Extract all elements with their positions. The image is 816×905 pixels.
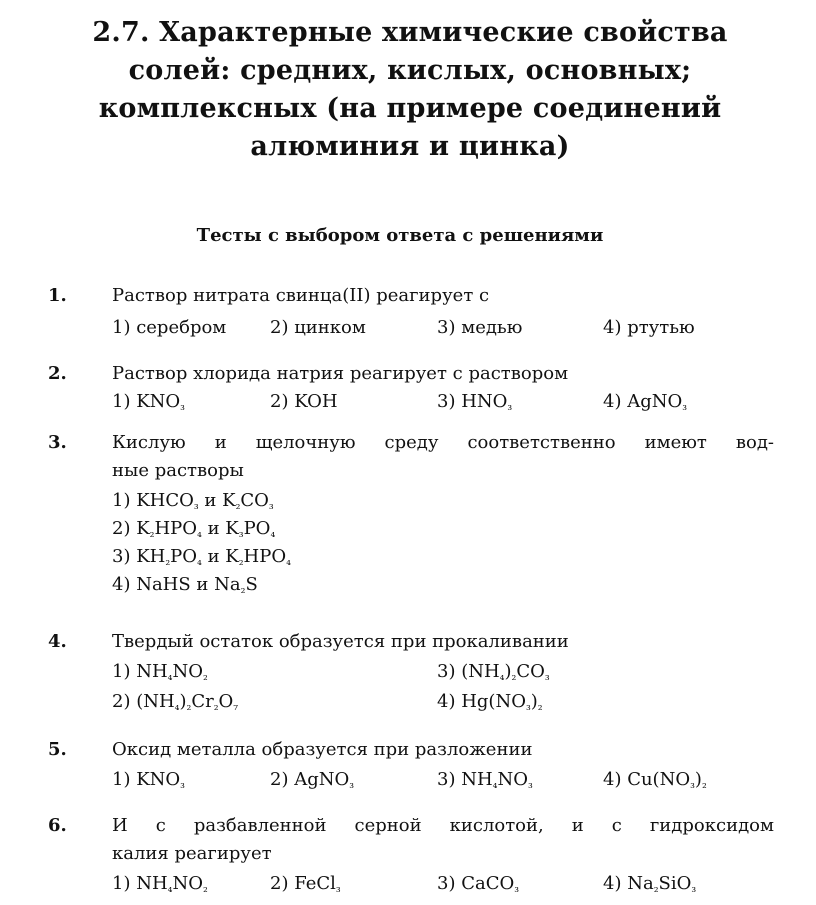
title-line: солей: средних, кислых, основных; — [128, 55, 692, 86]
answer-option: 2) цинком — [270, 317, 366, 338]
question-number: 3. — [48, 432, 67, 453]
answer-option: 4) AgNO$_{_3}$ — [603, 391, 688, 413]
section-title — [60, 14, 760, 166]
title-line: алюминия и цинка) — [250, 131, 570, 162]
answer-option: 3) медью — [437, 317, 523, 338]
answer-option: 2) $K_{_2}HPO_{_4}$ и $K_{_3}PO_{_4}$ — [112, 518, 276, 540]
answer-option: 3) CaCO$_{_3}$ — [437, 873, 520, 895]
answer-option: 1) $NH_{_4}NO_{_2}$ — [112, 873, 208, 895]
question-text: И с разбавленной серной кислотой, и с гидроксидом — [112, 815, 774, 836]
subtitle: Тесты с выбором ответа с решениями — [196, 225, 604, 246]
answer-option: 1) $KHCO_{_3}$ и $K_{_2}CO_{_3}$ — [112, 490, 274, 512]
answer-option: 3) $(NH_{_4})_{_2}CO_{_3}$ — [437, 661, 550, 683]
answer-option: 1) $NH_{_4}NO_{_2}$ — [112, 661, 208, 683]
answer-option: 1) $KNO_{_3}$ — [112, 769, 185, 791]
question-number: 5. — [48, 739, 67, 760]
question-text: Кислую и щелочную среду соответственно имеют вод- — [112, 432, 774, 453]
answer-option: 4) $Na_{_2}SiO_{_3}$ — [603, 873, 697, 895]
title-line: 2.7. Характерные химические свойства — [92, 17, 728, 48]
question-text: Раствор нитрата свинца(II) реагирует с — [112, 285, 490, 306]
answer-option: 4) $Hg(NO_{_3})_{_2}$ — [437, 691, 543, 713]
question-text: ные растворы — [112, 460, 244, 481]
answer-option: 2) $(NH_{_4})_{_2}Cr_{_2}O_{_7}$ — [112, 691, 239, 713]
question-number: 4. — [48, 631, 67, 652]
question-number: 1. — [48, 285, 67, 306]
answer-option: 4) NaHS и $Na_{_2}S$ — [112, 574, 258, 596]
question-text: Оксид металла образуется при разложении — [112, 739, 533, 760]
answer-option: 4) ртутью — [603, 317, 695, 338]
answer-option: 2) KOH — [270, 391, 338, 412]
answer-option: 3) $NH_{_4}NO_{_3}$ — [437, 769, 533, 791]
question-text: Раствор хлорида натрия реагирует с раствором — [112, 363, 569, 384]
answer-option: 4) $Cu(NO_{_3})_{_2}$ — [603, 769, 707, 791]
answer-option: 2) AgNO$_{_3}$ — [270, 769, 355, 791]
question-text: Твердый остаток образуется при прокаливании — [112, 631, 569, 652]
question-number: 6. — [48, 815, 67, 836]
answer-option: 3) $HNO_{_3}$ — [437, 391, 513, 413]
title-line: комплексных (на примере соединений — [98, 93, 722, 124]
answer-option: 1) $KNO_{_3}$ — [112, 391, 185, 413]
answer-option: 2) FeCl$_{_3}$ — [270, 873, 341, 895]
question-text: калия реагирует — [112, 843, 272, 864]
answer-option: 3) $KH_{_2}PO_{_4}$ и $K_{_2}HPO_{_4}$ — [112, 546, 291, 568]
question-number: 2. — [48, 363, 67, 384]
answer-option: 1) серебром — [112, 317, 227, 338]
